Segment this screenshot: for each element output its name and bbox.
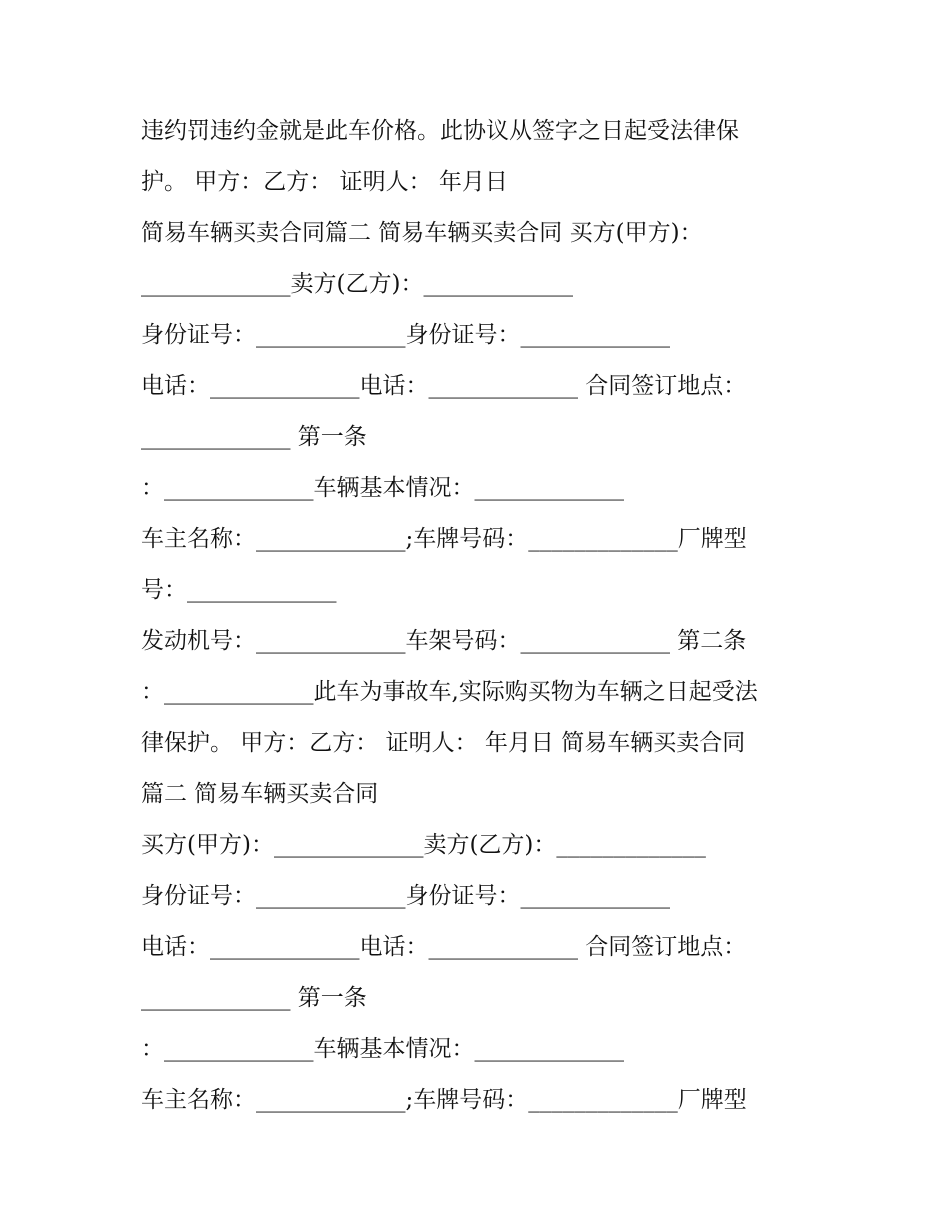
text-line: 身份证号：_____________身份证号：_____________	[141, 883, 670, 909]
text-line: 身份证号：_____________身份证号：_____________	[141, 322, 670, 348]
document-body	[141, 106, 821, 1126]
text-line: 电话：_____________电话：_____________ 合同签订地点：	[141, 934, 747, 960]
text-line: _____________ 第一条	[141, 985, 367, 1011]
text-line: 车主名称：_____________;车牌号码：_____________厂牌型	[141, 1087, 747, 1113]
text-line: ：_____________车辆基本情况：_____________	[141, 1036, 624, 1062]
text-line: ：_____________此车为事故车,实际购买物为车辆之日起受法	[141, 679, 758, 705]
text-line: _____________卖方(乙方)：_____________	[141, 271, 573, 297]
text-line: 发动机号：_____________车架号码：_____________ 第二条	[141, 628, 747, 654]
text-line: 买方(甲方)：_____________卖方(乙方)：_____________	[141, 832, 706, 858]
text-line: 号：_____________	[141, 577, 337, 603]
text-line: 律保护。 甲方：乙方： 证明人： 年月日 简易车辆买卖合同	[141, 730, 746, 756]
text-line: 护。 甲方：乙方： 证明人： 年月日	[141, 169, 508, 195]
text-line: _____________ 第一条	[141, 424, 367, 450]
text-line: 违约罚违约金就是此车价格。此协议从签字之日起受法律保	[141, 118, 739, 144]
text-line: ：_____________车辆基本情况：_____________	[141, 475, 624, 501]
text-line: 篇二 简易车辆买卖合同	[141, 781, 379, 807]
text-line: 简易车辆买卖合同篇二 简易车辆买卖合同 买方(甲方)：	[141, 220, 703, 246]
text-line: 电话：_____________电话：_____________ 合同签订地点：	[141, 373, 747, 399]
text-line: 车主名称：_____________;车牌号码：_____________厂牌型	[141, 526, 747, 552]
